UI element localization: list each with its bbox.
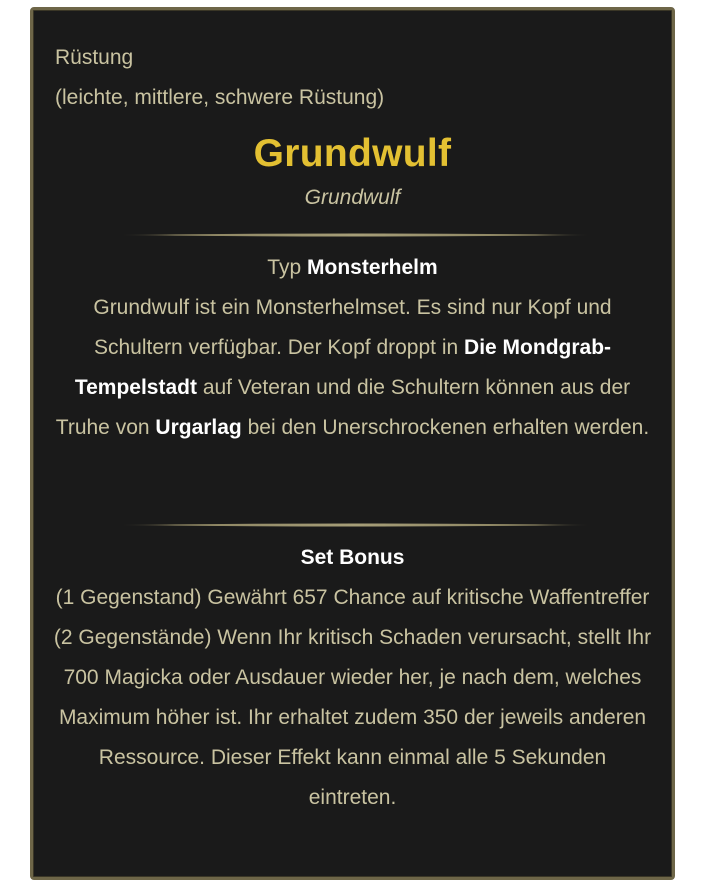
- set-subtitle: Grundwulf: [304, 186, 401, 209]
- item-type-line: [53, 248, 652, 288]
- ornamental-divider: [118, 232, 593, 238]
- set-bonus-item: (1 Gegenstand) Gewährt 657 Chance auf kritische Waffentreffer: [55, 586, 650, 609]
- category-armor-types: (leichte, mittlere, schwere Rüstung): [55, 86, 385, 109]
- ornamental-divider: [118, 522, 593, 528]
- description-text: auf Veteran und die Schultern können aus der Truhe von: [55, 376, 631, 439]
- category-label: Rüstung: [55, 46, 134, 69]
- dungeon-link[interactable]: Die Mondgrab-Tempelstadt: [74, 336, 612, 399]
- armor-category: [55, 38, 384, 118]
- type-value: Monsterhelm: [307, 256, 438, 279]
- description-text: bei den Unerschrockenen erhalten werden.: [247, 416, 650, 439]
- set-bonus-section: [53, 538, 652, 818]
- boss-link[interactable]: Urgarlag: [155, 416, 242, 439]
- type-label: Typ: [267, 256, 302, 279]
- item-description: [53, 288, 652, 448]
- set-bonus-item: (2 Gegenstände) Wenn Ihr kritisch Schaden verursacht, stellt Ihr 700 Magicka oder Ausdauer wieder her, je nach dem, welches Maximum höher ist. Ihr erhaltet zudem 350 der jeweils anderen Ressource. Dieser Effekt kann einmal alle 5 Sekunden eintreten.: [53, 626, 652, 809]
- item-info: [53, 248, 652, 448]
- set-title: Grundwulf: [253, 132, 452, 175]
- description-text: Grundwulf ist ein Monsterhelmset. Es sind nur Kopf und Schultern verfügbar. Der Kopf droppt in: [93, 296, 612, 359]
- item-set-card: [30, 7, 675, 880]
- set-bonus-heading: Set Bonus: [300, 546, 405, 569]
